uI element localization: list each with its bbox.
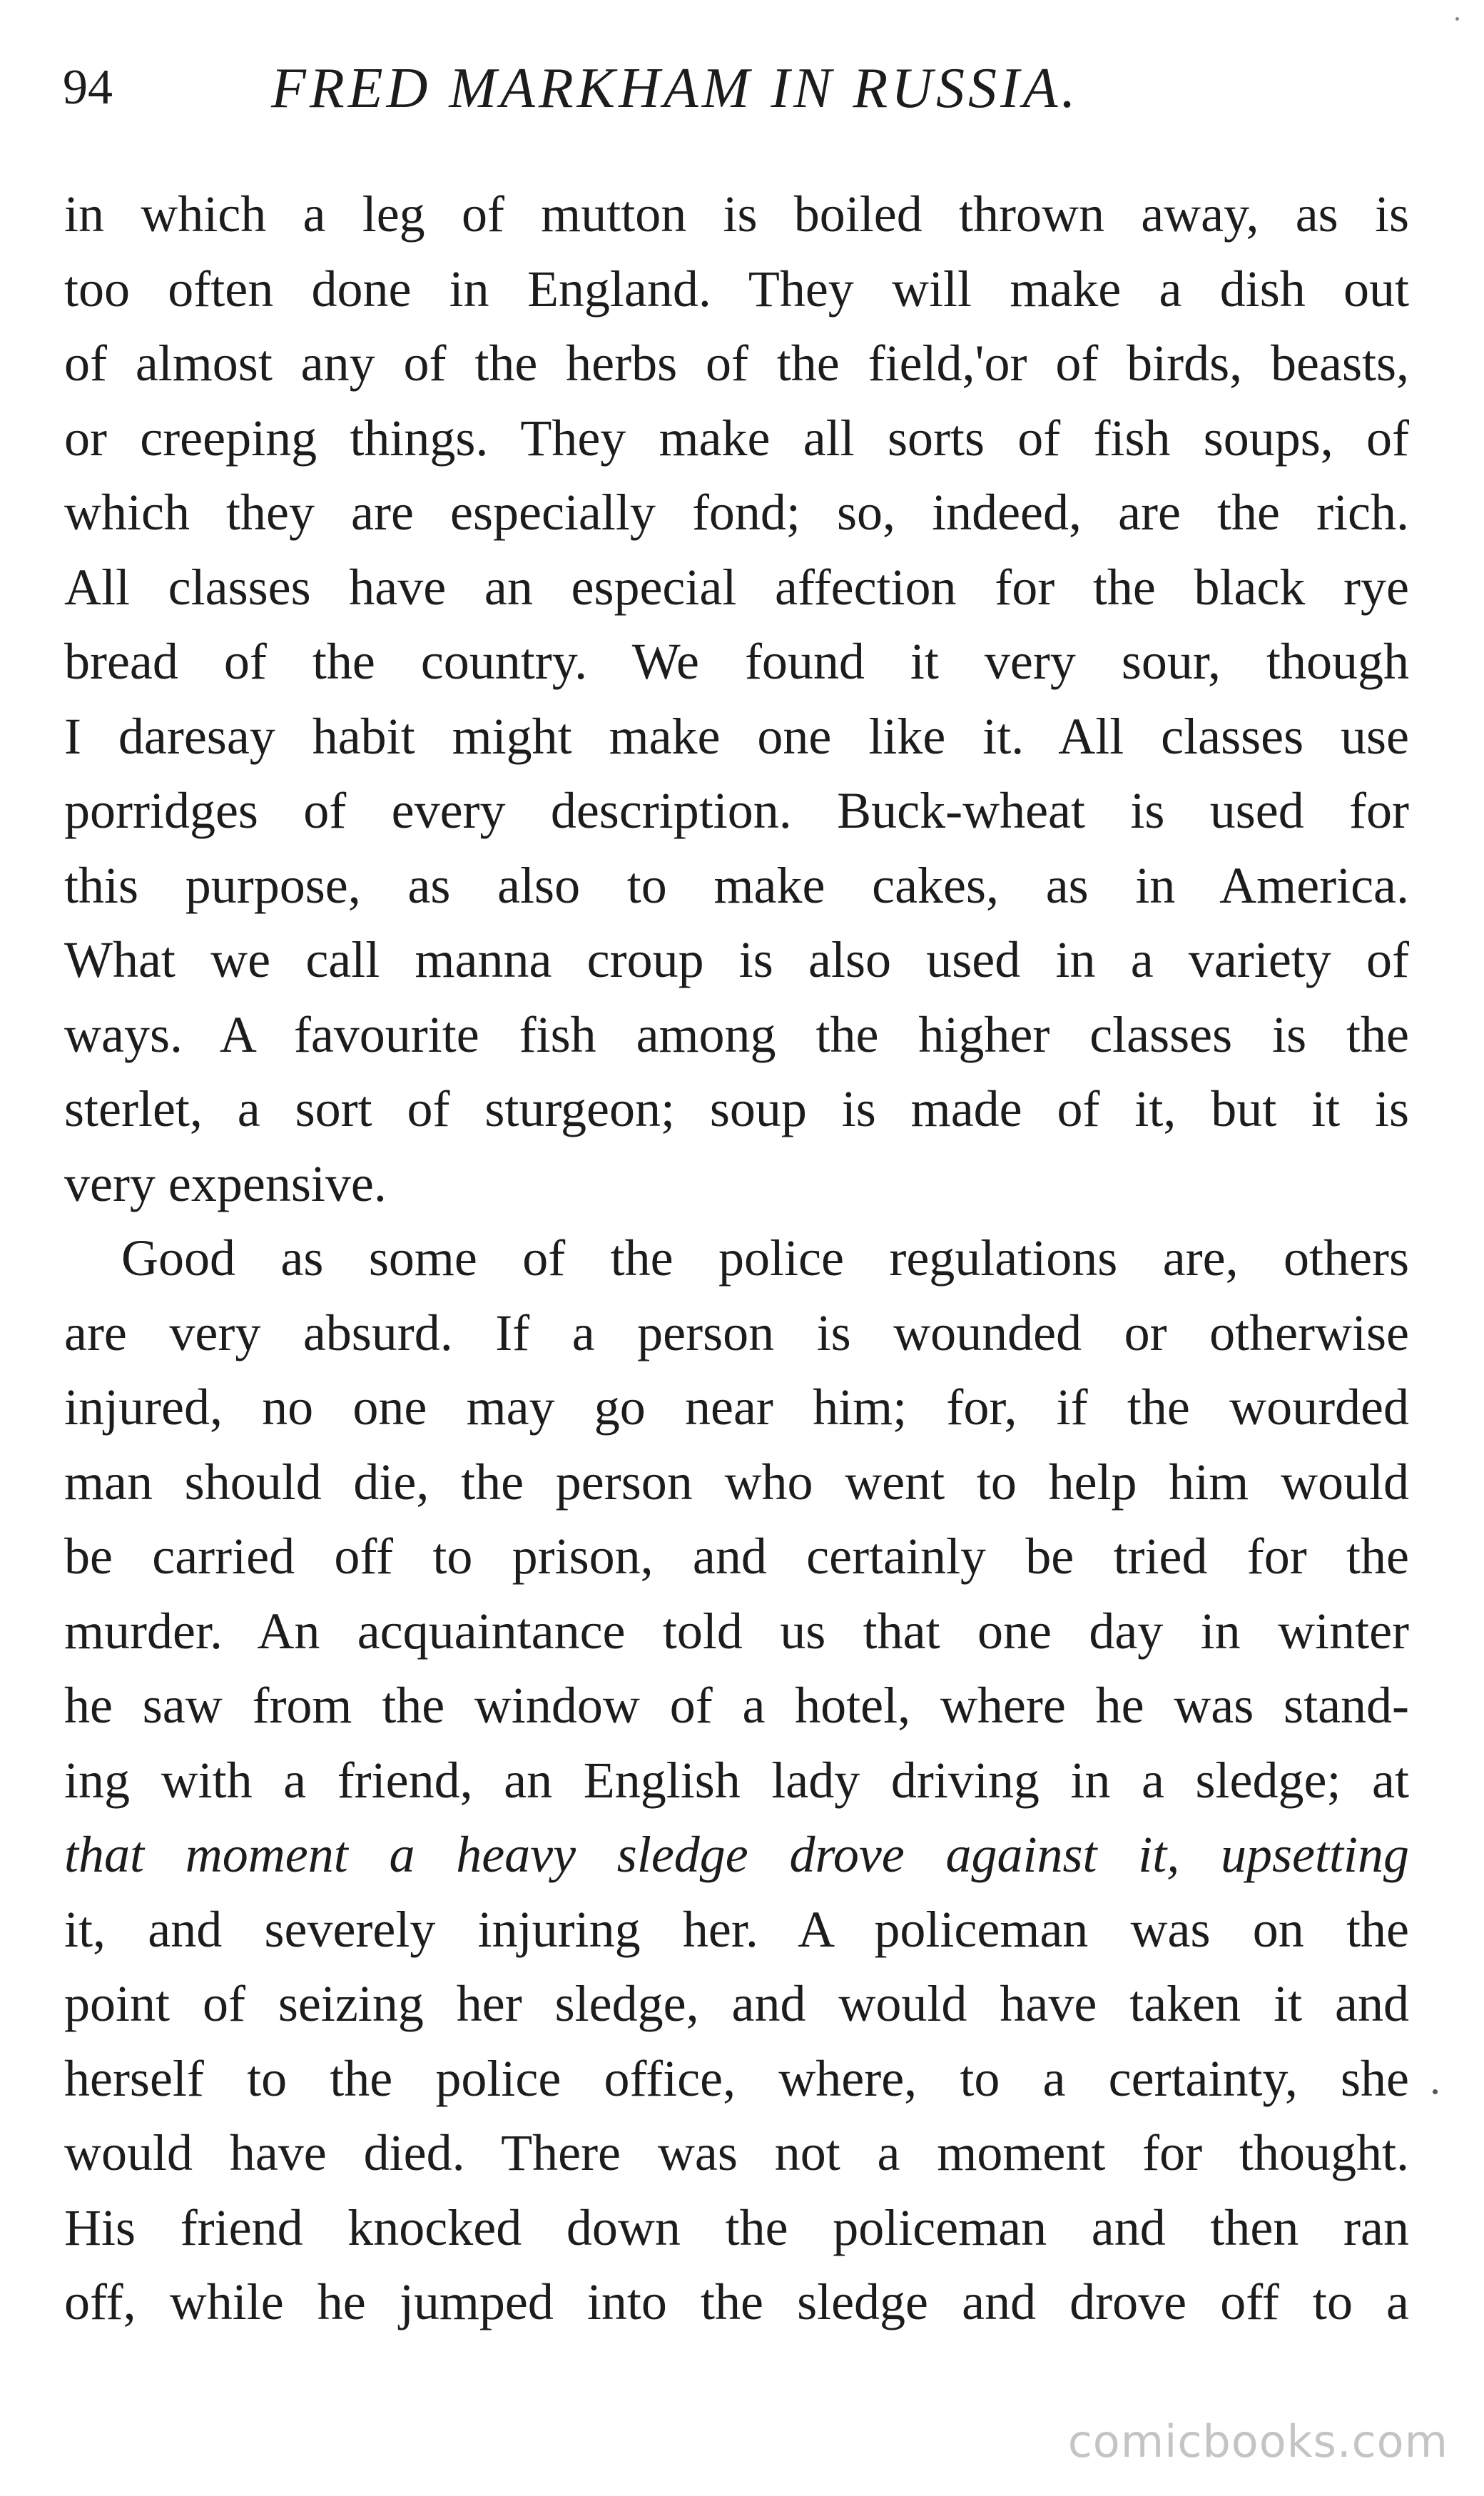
text-line: this purpose, as also to make cakes, as in America. [64, 856, 1409, 914]
paragraph-start-line: Good as some of the police regulations are, others [121, 1229, 1409, 1287]
text-line: What we call manna croup is also used in a variety of [64, 931, 1409, 988]
margin-speck [1433, 2089, 1438, 2094]
text-line: off, while he jumped into the sledge and drove off to a [64, 2273, 1409, 2330]
text-line: are very absurd. If a person is wounded or otherwise [64, 1304, 1409, 1361]
text-line: be carried off to prison, and certainly be tried for the [64, 1528, 1409, 1585]
text-line: or creeping things. They make all sorts of fish soups, of [64, 409, 1409, 467]
text-line: too often done in England. They will make a dish out [64, 260, 1409, 318]
text-line: murder. An acquaintance told us that one day in winter [64, 1602, 1409, 1660]
text-line: porridges of every description. Buck-wheat is used for [64, 782, 1409, 839]
page-number: 94 [63, 60, 113, 115]
text-line: it, and severely injuring her. A policeman was on the [64, 1900, 1409, 1958]
text-line: he saw from the window of a hotel, where he was stand- [64, 1677, 1409, 1734]
margin-speck [1455, 17, 1459, 21]
text-line: His friend knocked down the policeman and then ran [64, 2198, 1409, 2256]
text-line: ing with a friend, an English lady driving in a sledge; at [64, 1751, 1409, 1809]
text-line: which they are especially fond; so, indeed, are the rich. [64, 484, 1409, 541]
text-line: point of seizing her sledge, and would have taken it and [64, 1975, 1409, 2032]
text-line: in which a leg of mutton is boiled thrown away, as is [64, 186, 1409, 243]
text-line: bread of the country. We found it very sour, though [64, 633, 1409, 690]
body-text [64, 177, 1409, 2340]
text-line: herself to the police office, where, to a certainty, she [64, 2049, 1409, 2107]
text-line: that moment a heavy sledge drove against it, upsetting [64, 1826, 1409, 1883]
text-line: All classes have an especial affection for the black rye [64, 558, 1409, 616]
text-line: I daresay habit might make one like it. All classes use [64, 707, 1409, 765]
running-title: FRED MARKHAM IN RUSSIA. [271, 57, 1079, 120]
watermark: comicbooks.com [1067, 2415, 1448, 2467]
text-line: sterlet, a sort of sturgeon; soup is made of it, but it is [64, 1080, 1409, 1137]
paragraph-end-line: very expensive. [64, 1155, 387, 1212]
text-line: of almost any of the herbs of the field,'or of birds, beasts, [64, 335, 1409, 392]
text-line: would have died. There was not a moment for thought. [64, 2124, 1409, 2181]
text-line: ways. A favourite fish among the higher classes is the [64, 1005, 1409, 1063]
text-line: injured, no one may go near him; for, if the wourded [64, 1379, 1409, 1436]
text-line: man should die, the person who went to help him would [64, 1453, 1409, 1511]
